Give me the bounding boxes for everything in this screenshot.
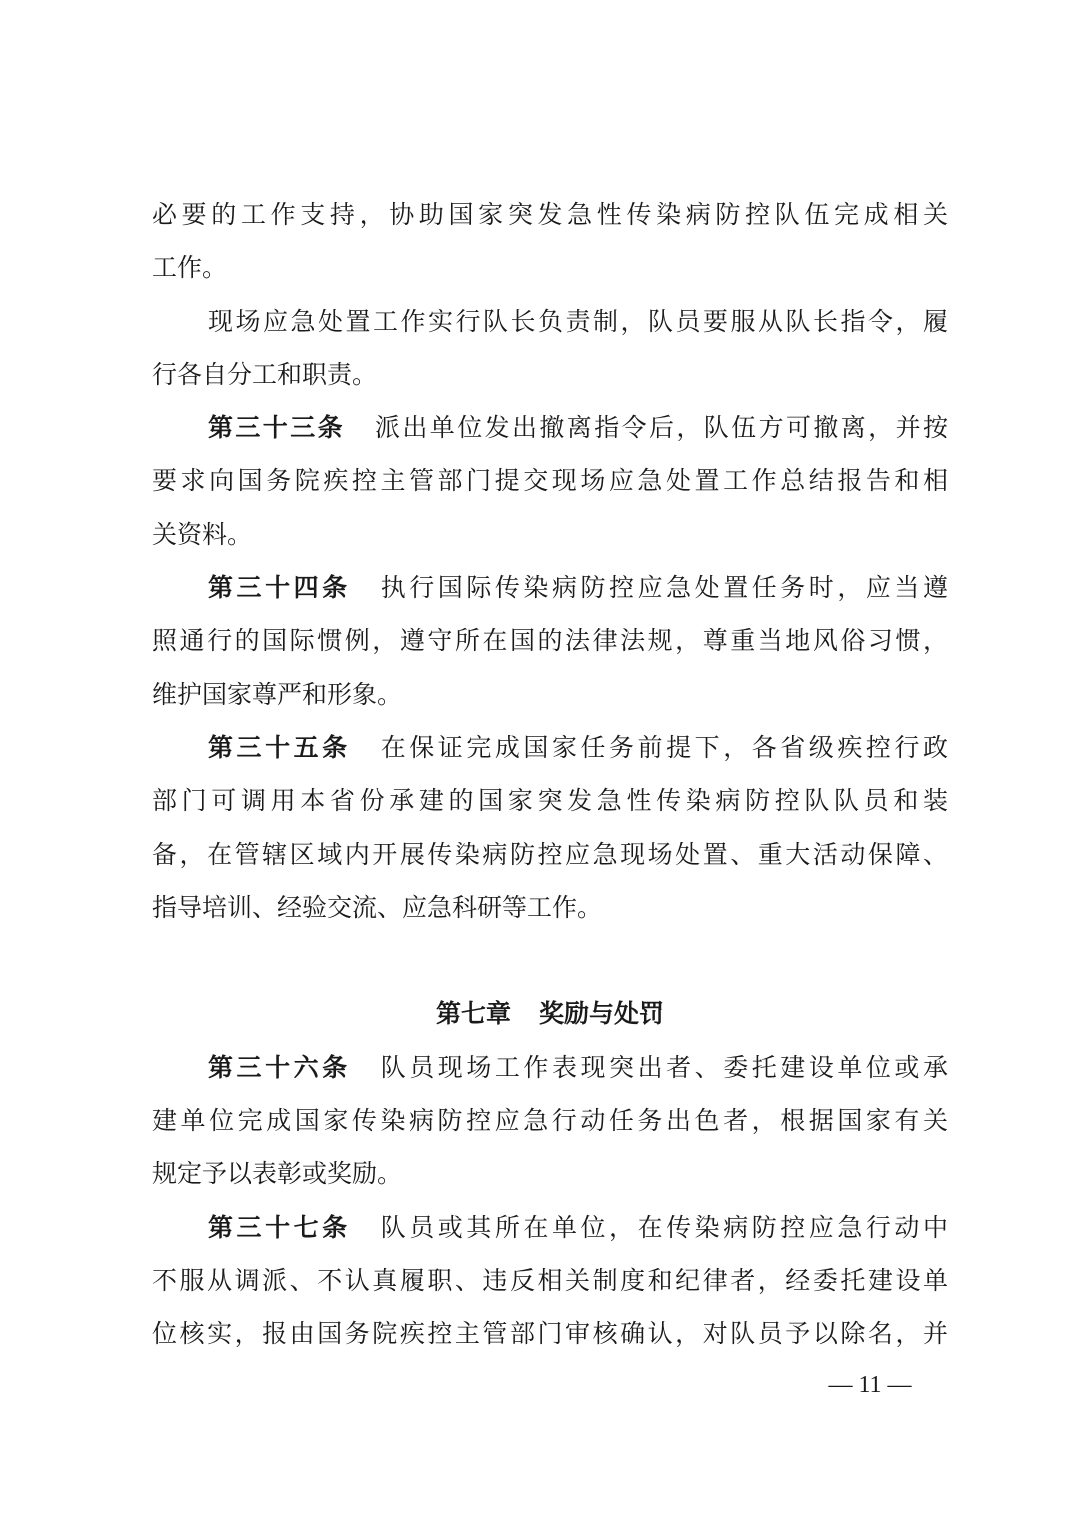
text-line [152, 401, 948, 454]
article-number: 第三十七条 [208, 1212, 351, 1242]
line-text: 维护国家尊严和形象。 [152, 679, 403, 709]
document-body [152, 188, 948, 1361]
line-text: 不服从调派、不认真履职、违反相关制度和纪律者，经委托建设单 [152, 1265, 948, 1295]
text-line [152, 1254, 948, 1307]
text-line [152, 295, 948, 348]
line-text: 必要的工作支持，协助国家突发急性传染病防控队伍完成相关 [152, 200, 948, 229]
text-line [152, 348, 948, 401]
text-line [152, 614, 948, 667]
paragraph [152, 295, 948, 402]
blank-line [152, 934, 948, 987]
article-paragraph [152, 1041, 948, 1201]
text-line [152, 188, 948, 241]
paragraph [152, 188, 948, 295]
chapter-heading [152, 987, 948, 1040]
page-number: — 11 — [828, 1372, 912, 1398]
article-number: 第三十五条 [208, 732, 351, 762]
line-text: 关资料。 [152, 519, 253, 549]
article-paragraph [152, 561, 948, 721]
line-text: 在保证完成国家任务前提下，各省级疾控行政 [380, 732, 948, 762]
line-text: 部门可调用本省份承建的国家突发急性传染病防控队队员和装 [152, 786, 948, 816]
text-line [152, 1041, 948, 1094]
text-line [152, 774, 948, 827]
line-text: 规定予以表彰或奖励。 [152, 1159, 403, 1189]
text-line [152, 1147, 948, 1200]
article-number: 第三十四条 [208, 573, 351, 603]
line-text: 执行国际传染病防控应急处置任务时，应当遵 [380, 573, 948, 603]
line-text: 备，在管辖区域内开展传染病防控应急现场处置、重大活动保障、 [152, 839, 948, 869]
article-number: 第三十三条 [208, 413, 345, 443]
text-line [152, 1307, 948, 1360]
chapter-number: 第七章 [435, 999, 511, 1029]
line-text: 现场应急处置工作实行队长负责制，队员要服从队长指令，履 [208, 306, 948, 336]
text-line [152, 241, 948, 294]
text-line [152, 828, 948, 881]
line-text: 队员或其所在单位，在传染病防控应急行动中 [380, 1212, 948, 1242]
chapter-title: 奖励与处罚 [539, 999, 665, 1029]
text-line [152, 508, 948, 561]
line-text: 位核实，报由国务院疾控主管部门审核确认，对队员予以除名，并 [152, 1319, 948, 1349]
text-line [152, 1094, 948, 1147]
line-text: 行各自分工和职责。 [152, 359, 378, 389]
line-text: 队员现场工作表现突出者、委托建设单位或承 [380, 1052, 948, 1082]
line-text: 建单位完成国家传染病防控应急行动任务出色者，根据国家有关 [152, 1106, 948, 1136]
article-paragraph [152, 1201, 948, 1361]
text-line [152, 454, 948, 507]
line-text: 派出单位发出撤离指令后，队伍方可撤离，并按 [375, 413, 948, 443]
text-line [152, 1201, 948, 1254]
article-number: 第三十六条 [208, 1052, 351, 1082]
line-text: 要求向国务院疾控主管部门提交现场应急处置工作总结报告和相 [152, 466, 948, 496]
article-paragraph [152, 721, 948, 934]
text-line [152, 668, 948, 721]
text-line [152, 881, 948, 934]
text-line [152, 561, 948, 614]
article-paragraph [152, 401, 948, 561]
line-text: 工作。 [152, 253, 228, 283]
line-text: 指导培训、经验交流、应急科研等工作。 [152, 892, 603, 922]
line-text: 照通行的国际惯例，遵守所在国的法律法规，尊重当地风俗习惯， [152, 626, 948, 656]
text-line [152, 721, 948, 774]
